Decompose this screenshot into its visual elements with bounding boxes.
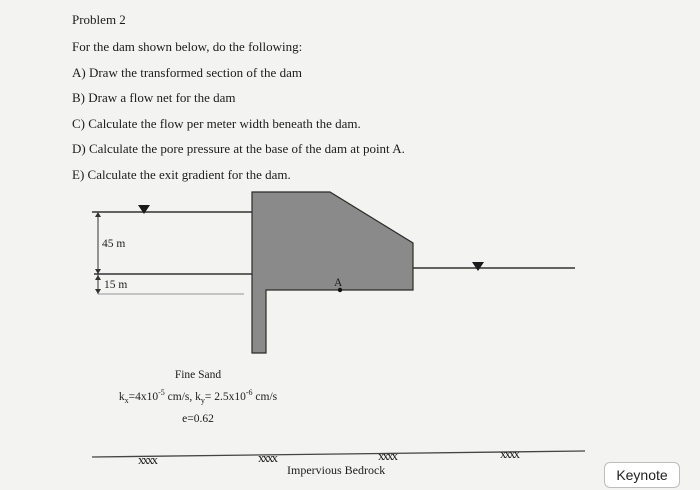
task-b: B) Draw a flow net for the dam — [72, 90, 236, 105]
bedrock-hatch-1: xxxx — [138, 452, 156, 467]
point-a-label: A — [334, 277, 343, 289]
problem-intro: For the dam shown below, do the following: — [72, 39, 303, 54]
void-ratio: e=0.62 — [182, 413, 214, 426]
task-a: A) Draw the transformed section of the dam — [72, 65, 302, 80]
task-d: D) Calculate the pore pressure at the base of the dam at point A. — [72, 141, 405, 156]
embedment-dimension-arrow-down — [95, 289, 101, 294]
bedrock-hatch-3: xxxx — [378, 448, 396, 463]
soil-name: Fine Sand — [174, 369, 222, 381]
soil-properties — [88, 366, 308, 428]
bedrock-hatch-2: xxxx — [258, 450, 276, 465]
downstream-water-level-marker — [472, 262, 484, 271]
task-e: E) Calculate the exit gradient for the dam. — [72, 167, 291, 182]
keynote-button[interactable]: Keynote — [604, 462, 680, 488]
upstream-height-label: 45 m — [102, 238, 126, 250]
embedment-dimension-arrow-up — [95, 275, 101, 280]
task-c: C) Calculate the flow per meter width beneath the dam. — [72, 116, 361, 131]
permeability-line: $k_x=4x10^{-5}$ cm/s, $k_y= 2.5x10^{-6}$ cm/s — [118, 388, 278, 406]
bedrock-label: Impervious Bedrock — [287, 463, 386, 477]
embedment-label: 15 m — [104, 279, 128, 291]
dam-body — [252, 192, 413, 353]
problem-title: Problem 2 — [72, 12, 126, 27]
bedrock-hatch-4: xxxx — [500, 446, 518, 461]
